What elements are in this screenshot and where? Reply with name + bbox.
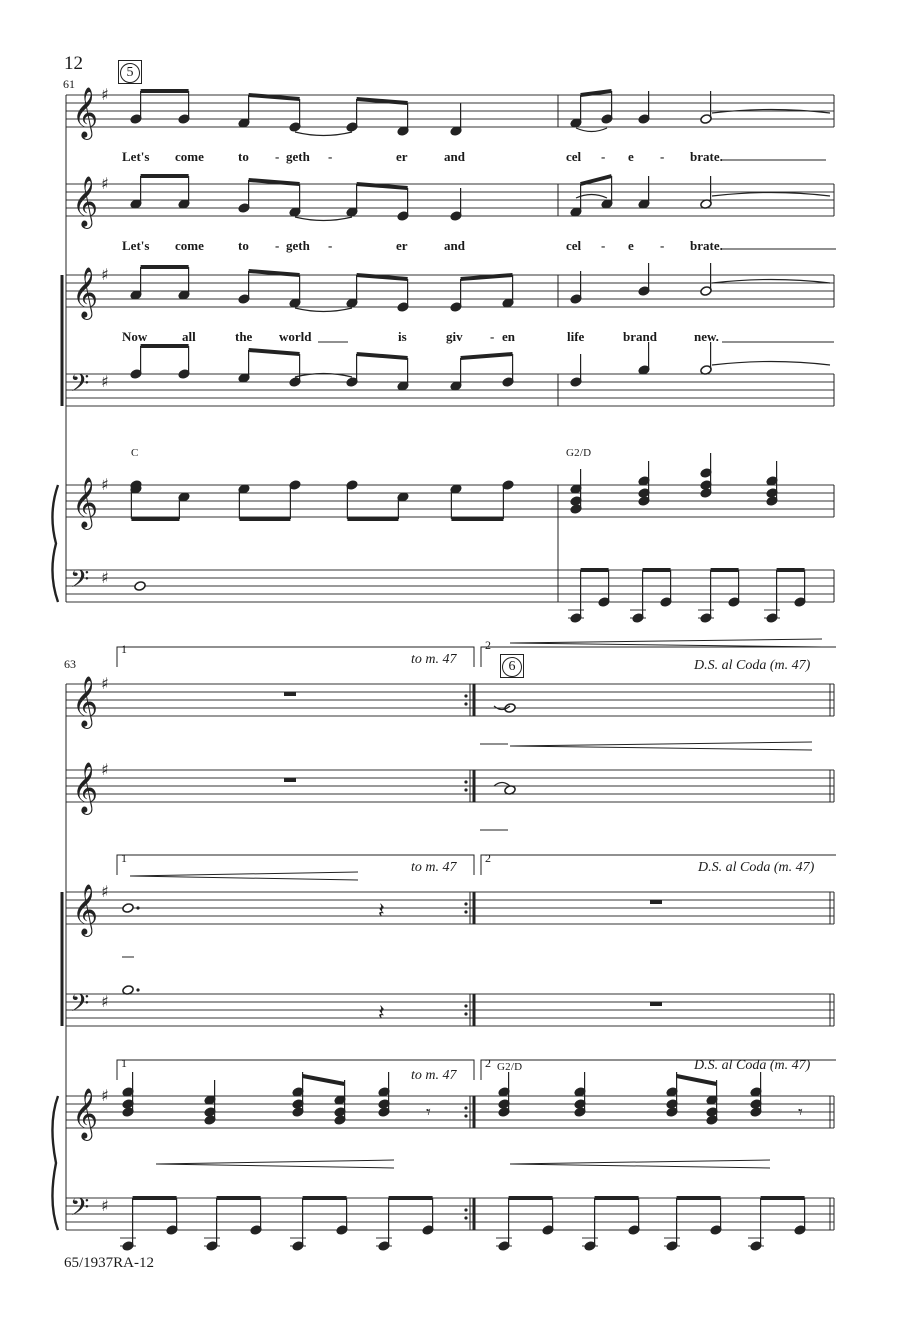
treble-clef: 𝄞: [72, 267, 99, 318]
notehead: [638, 342, 650, 375]
repeat-dot: [464, 702, 467, 705]
tie: [712, 193, 830, 197]
bass-clef: 𝄢: [70, 1193, 90, 1228]
chord-symbol-g2d: G2/D: [566, 447, 592, 459]
notehead: [346, 99, 358, 132]
notehead-shape: [504, 703, 516, 714]
augmentation-dot: [136, 988, 139, 991]
first-ending-label-3: 1: [121, 1056, 127, 1070]
crescendo-hairpin: [130, 876, 358, 880]
notehead: [289, 184, 301, 217]
key-signature-sharp: ♯: [101, 1086, 109, 1105]
whole-rest: [284, 692, 296, 696]
notehead: [178, 267, 190, 300]
beam: [357, 184, 408, 188]
second-ending-label-1: 2: [485, 638, 491, 652]
piano-brace-2: [52, 1096, 58, 1230]
to-measure-direction-3: to m. 47: [411, 1068, 457, 1083]
repeat-dot: [464, 1114, 467, 1117]
crescendo-hairpin: [510, 1160, 770, 1164]
treble-clef: 𝄞: [72, 477, 99, 528]
lyric-syllable: e: [628, 238, 634, 253]
repeat-dot: [464, 1106, 467, 1109]
notehead: [570, 354, 582, 387]
quarter-rest: 𝄽: [378, 1001, 385, 1026]
piano-brace: [52, 485, 58, 602]
beam: [581, 91, 612, 95]
page-number: 12: [64, 53, 83, 74]
key-signature-sharp: ♯: [101, 372, 109, 391]
crescendo-hairpin: [156, 1160, 394, 1164]
beam: [581, 176, 612, 184]
notehead: [178, 492, 190, 519]
notehead: [504, 703, 516, 714]
lyric-syllable: brate.: [690, 149, 723, 164]
quarter-rest: 𝄽: [378, 899, 385, 924]
repeat-dot: [464, 1004, 467, 1007]
repeat-dot: [464, 902, 467, 905]
notehead: [660, 570, 672, 607]
notehead: [628, 1198, 640, 1235]
notehead: [336, 1198, 348, 1235]
lyric-syllable: come: [175, 149, 204, 164]
to-measure-direction-2: to m. 47: [411, 860, 457, 875]
crescendo-hairpin: [510, 1164, 770, 1168]
beam: [357, 275, 408, 279]
beam: [249, 95, 300, 99]
lyric-syllable: all: [182, 329, 196, 344]
repeat-dot: [464, 910, 467, 913]
ds-al-coda-direction-2: D.S. al Coda (m. 47): [698, 860, 815, 875]
lyric-syllable: geth: [286, 149, 310, 164]
notehead: [130, 267, 142, 300]
notehead: [134, 581, 146, 592]
notehead: [794, 1198, 806, 1235]
notehead: [289, 354, 301, 387]
beam: [357, 99, 408, 103]
crescendo-hairpin: [510, 742, 812, 746]
augmentation-dot: [136, 906, 139, 909]
eighth-rest: 𝄾: [798, 1102, 803, 1123]
treble-clef: 𝄞: [72, 676, 99, 727]
beam: [249, 350, 300, 354]
bass-clef: 𝄢: [70, 989, 90, 1024]
key-signature-sharp: ♯: [101, 992, 109, 1011]
lyric-syllable: -: [660, 238, 665, 253]
first-ending-label-2: 1: [121, 851, 127, 865]
system-brackets: [52, 275, 62, 1230]
beam: [249, 271, 300, 275]
repeat-dot: [464, 788, 467, 791]
notehead: [542, 1198, 554, 1235]
beam: [677, 1076, 717, 1084]
bass-clef: 𝄢: [70, 565, 90, 600]
whole-rest: [284, 778, 296, 782]
crescendo-hairpin: [510, 643, 822, 647]
notehead: [130, 176, 142, 209]
beam: [461, 354, 513, 358]
lyric-syllable: Now: [122, 329, 148, 344]
lyric-syllable: is: [398, 329, 407, 344]
eighth-rest: 𝄾: [426, 1102, 431, 1123]
repeat-dot: [464, 1012, 467, 1015]
lyric-syllable: -: [275, 238, 280, 253]
tie: [295, 217, 352, 221]
lyric-syllable: en: [502, 329, 515, 344]
key-signature-sharp: ♯: [101, 265, 109, 284]
lyric-syllable: e: [628, 149, 634, 164]
notehead: [346, 275, 358, 308]
key-signature-sharp: ♯: [101, 174, 109, 193]
notehead: [700, 91, 712, 124]
notehead: [238, 180, 250, 213]
notehead: [794, 570, 806, 607]
tie: [576, 128, 607, 132]
notehead: [250, 1198, 262, 1235]
notehead: [570, 271, 582, 304]
key-signature-sharp: ♯: [101, 85, 109, 104]
lyric-syllable: er: [396, 149, 408, 164]
treble-clef: 𝄞: [72, 762, 99, 813]
lyric-syllable: life: [567, 329, 585, 344]
lyric-syllable: and: [444, 238, 465, 253]
notehead: [570, 184, 582, 217]
notehead: [346, 354, 358, 387]
notehead: [122, 903, 140, 914]
measure-number-61: 61: [63, 77, 75, 91]
chord-symbol-g2d-ending: G2/D: [497, 1061, 523, 1073]
lyric-syllable: Let's: [122, 238, 150, 253]
notehead: [450, 103, 462, 136]
notehead: [346, 184, 358, 217]
notehead: [638, 263, 650, 296]
lyric-syllable: giv: [446, 329, 463, 344]
notehead: [346, 480, 358, 519]
lyric-syllable: -: [601, 238, 606, 253]
lyric-syllable: -: [328, 149, 333, 164]
lyric-syllable: cel: [566, 149, 582, 164]
notehead: [178, 176, 190, 209]
treble-clef: 𝄞: [72, 884, 99, 935]
crescendo-hairpin: [510, 639, 822, 643]
lyric-syllable: -: [328, 238, 333, 253]
measure-number-63: 63: [64, 657, 76, 671]
ds-al-coda-direction-1: D.S. al Coda (m. 47): [694, 658, 811, 673]
key-signature-sharp: ♯: [101, 674, 109, 693]
key-signature-sharp: ♯: [101, 1196, 109, 1215]
notehead: [570, 95, 582, 128]
notehead: [166, 1198, 178, 1235]
notehead: [289, 480, 301, 519]
notehead: [450, 358, 462, 391]
lyric-syllable: brate.: [690, 238, 723, 253]
notehead: [178, 346, 190, 379]
key-signature-sharp: ♯: [101, 568, 109, 587]
lyric-syllable: world: [279, 329, 312, 344]
second-ending-label-3: 2: [485, 1056, 491, 1070]
notehead: [450, 188, 462, 221]
lyric-syllable: new.: [694, 329, 719, 344]
lyric-syllable: -: [601, 149, 606, 164]
notehead: [502, 354, 514, 387]
key-signature-sharp: ♯: [101, 882, 109, 901]
notehead: [638, 176, 650, 209]
tie: [712, 362, 830, 366]
tie: [712, 280, 830, 284]
notehead: [598, 570, 610, 607]
notehead: [397, 358, 409, 391]
lyric-syllable: geth: [286, 238, 310, 253]
treble-clef: 𝄞: [72, 87, 99, 138]
beam: [357, 354, 408, 358]
repeat-dot: [464, 780, 467, 783]
lyric-syllable: Let's: [122, 149, 150, 164]
notehead: [289, 99, 301, 132]
repeat-dot: [464, 1216, 467, 1219]
notehead: [397, 103, 409, 136]
notehead: [502, 275, 514, 308]
first-ending-label-1: 1: [121, 642, 127, 656]
notehead: [238, 95, 250, 128]
tie: [494, 783, 510, 787]
key-signature-sharp: ♯: [101, 475, 109, 494]
notehead: [238, 271, 250, 304]
notehead: [397, 279, 409, 312]
beam: [303, 1076, 345, 1084]
lyric-syllable: -: [275, 149, 280, 164]
notehead-shape: [134, 581, 146, 592]
notehead: [700, 176, 712, 209]
ds-al-coda-direction-3: D.S. al Coda (m. 47): [694, 1058, 811, 1073]
crescendo-hairpin: [156, 1164, 394, 1168]
notehead: [502, 480, 514, 519]
bass-clef: 𝄢: [70, 369, 90, 404]
tie: [295, 132, 352, 136]
markings: [117, 110, 836, 1169]
notehead-shape: [122, 903, 134, 914]
notehead: [422, 1198, 434, 1235]
lyric-syllable: and: [444, 149, 465, 164]
crescendo-hairpin: [510, 746, 812, 750]
notehead: [601, 176, 613, 209]
lyric-syllable: come: [175, 238, 204, 253]
notehead: [710, 1198, 722, 1235]
repeat-dot: [464, 694, 467, 697]
footer-catalog-code: 65/1937RA-12: [64, 1255, 154, 1271]
notehead: [700, 263, 712, 296]
notehead: [601, 91, 613, 124]
rehearsal-mark-5: 5: [118, 60, 142, 84]
second-ending-label-2: 2: [485, 851, 491, 865]
notehead: [130, 346, 142, 379]
notehead: [397, 492, 409, 519]
to-measure-direction-1: to m. 47: [411, 652, 457, 667]
tie: [295, 308, 352, 312]
notehead: [638, 91, 650, 124]
lyric-syllable: to: [238, 149, 249, 164]
lyric-syllable: er: [396, 238, 408, 253]
lyric-syllable: the: [235, 329, 253, 344]
lyric-syllable: cel: [566, 238, 582, 253]
notehead: [238, 350, 250, 383]
treble-clef: 𝄞: [72, 1088, 99, 1139]
crescendo-hairpin: [130, 872, 358, 876]
lyric-syllable: -: [490, 329, 495, 344]
notehead: [130, 91, 142, 124]
notehead: [728, 570, 740, 607]
lyric-syllable: brand: [623, 329, 657, 344]
notehead: [178, 91, 190, 124]
notehead: [397, 188, 409, 221]
lyric-syllable: -: [660, 149, 665, 164]
chord-symbol-c: C: [131, 447, 139, 459]
whole-rest: [650, 900, 662, 904]
key-signature-sharp: ♯: [101, 760, 109, 779]
notehead: [700, 342, 712, 375]
repeat-dot: [464, 1208, 467, 1211]
treble-clef: 𝄞: [72, 176, 99, 227]
notehead: [450, 279, 462, 312]
rehearsal-mark-6: 6: [500, 654, 524, 678]
notehead: [289, 275, 301, 308]
lyric-syllable: to: [238, 238, 249, 253]
whole-rest: [650, 1002, 662, 1006]
beam: [461, 275, 513, 279]
beam: [249, 180, 300, 184]
